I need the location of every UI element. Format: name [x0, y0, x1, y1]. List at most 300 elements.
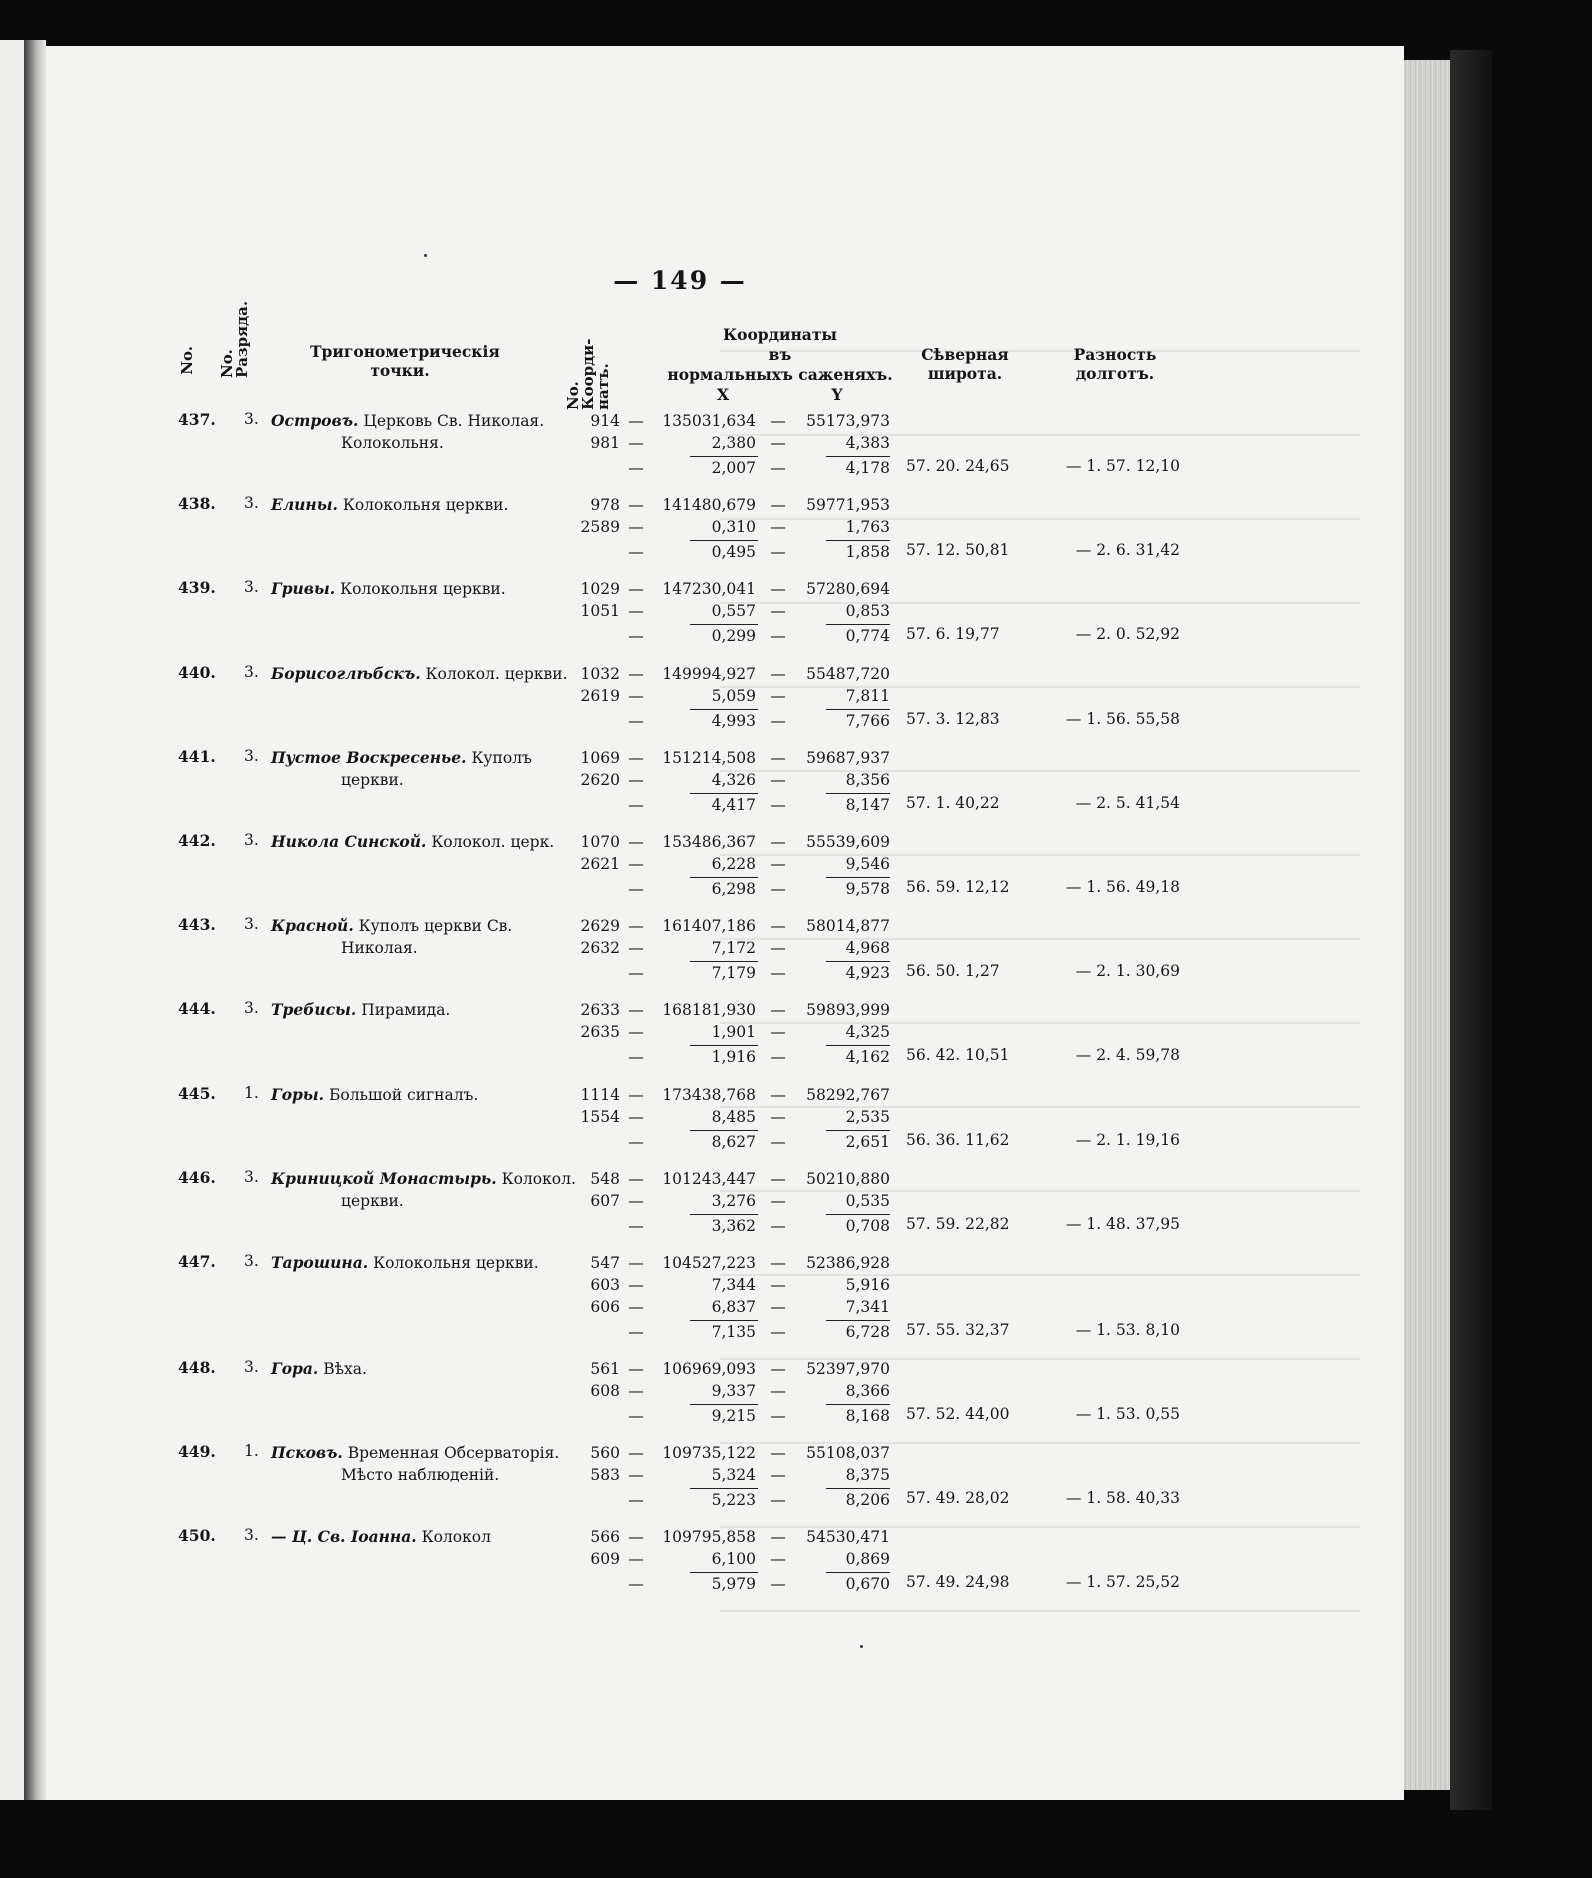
dash: — [770, 496, 786, 515]
point-desc: Колокол [421, 1528, 491, 1547]
dash: — [628, 879, 644, 898]
longitude-diff: — 2. 0. 52,92 [1075, 625, 1180, 644]
coord-number: 566 [590, 1528, 620, 1547]
latitude: 57. 3. 12,83 [906, 709, 1000, 728]
dash: — [628, 1048, 644, 1067]
x-coordinate: 8,627 [711, 1132, 756, 1151]
x-coordinate: 0,557 [711, 602, 756, 621]
x-coordinate: 153486,367 [662, 832, 756, 851]
sum-rule-y [826, 1572, 890, 1573]
x-coordinate: 7,172 [711, 939, 756, 958]
y-coordinate: 4,923 [845, 964, 890, 983]
point-name [271, 1526, 571, 1570]
x-coordinate: 109735,122 [662, 1444, 756, 1463]
table-row [0, 1168, 1200, 1252]
point-name [271, 1358, 571, 1402]
dash: — [628, 1085, 644, 1104]
y-coordinate: 0,853 [845, 602, 890, 621]
x-coordinate: 6,837 [711, 1297, 756, 1316]
header-coords-1: Координаты [723, 325, 837, 344]
place-name: Борисоглѣбскъ. [271, 663, 421, 683]
x-coordinate: 168181,930 [662, 1001, 756, 1020]
point-desc: Большой сигналъ. [328, 1085, 479, 1104]
point-class: 3. [244, 1526, 259, 1545]
dash: — [628, 1444, 644, 1463]
dash: — [628, 518, 644, 537]
place-name: Требисы. [271, 1000, 357, 1020]
coord-number: 914 [590, 412, 620, 430]
coord-number: 548 [590, 1169, 620, 1188]
dash: — [770, 1297, 786, 1316]
table-row [0, 1526, 1200, 1610]
dash: — [628, 1023, 644, 1042]
x-coordinate: 2,380 [711, 434, 756, 452]
sum-rule-x [690, 1404, 758, 1405]
sum-rule-y [826, 793, 890, 794]
sum-rule-x [690, 877, 758, 878]
dash: — [770, 832, 786, 851]
y-coordinate: 0,670 [845, 1575, 890, 1594]
coord-number: 2632 [580, 939, 620, 958]
coord-number: 606 [590, 1297, 620, 1316]
dash: — [628, 459, 644, 477]
table-row [0, 578, 1200, 662]
y-coordinate: 54530,471 [806, 1528, 890, 1547]
dash: — [770, 879, 786, 898]
y-coordinate: 59687,937 [806, 748, 890, 767]
latitude: 57. 52. 44,00 [906, 1404, 1010, 1423]
point-class: 3. [244, 1251, 259, 1270]
y-coordinate: 55108,037 [806, 1444, 890, 1463]
point-desc-2 [271, 1108, 341, 1126]
point-class: 3. [244, 494, 259, 513]
dash: — [770, 1085, 786, 1104]
point-desc-2 [271, 1382, 341, 1400]
dash: — [770, 1444, 786, 1463]
sum-rule-x [690, 793, 758, 794]
point-name [271, 915, 571, 959]
point-desc-2 [271, 1276, 341, 1294]
point-desc: Пирамида. [361, 1001, 451, 1020]
point-desc-2: церкви. [341, 1191, 404, 1210]
x-coordinate: 9,337 [711, 1381, 756, 1400]
y-coordinate: 8,375 [845, 1466, 890, 1485]
ink-speck [860, 1645, 863, 1648]
coord-number: 561 [590, 1359, 620, 1378]
point-desc-2 [271, 1023, 341, 1041]
dash: — [628, 1406, 644, 1425]
y-coordinate: 52386,928 [806, 1253, 890, 1272]
longitude-diff: — 2. 6. 31,42 [1075, 541, 1180, 560]
y-coordinate: 5,916 [845, 1275, 890, 1294]
longitude-diff: — 1. 58. 40,33 [1065, 1489, 1180, 1508]
x-coordinate: 149994,927 [662, 664, 756, 683]
dash: — [770, 711, 786, 730]
sum-rule-y [826, 1045, 890, 1046]
header-coord-no: No. Коорди- натъ. [564, 338, 612, 410]
point-number: 442. [178, 830, 216, 850]
table-row [0, 831, 1200, 915]
y-coordinate: 4,162 [845, 1048, 890, 1067]
y-coordinate: 59893,999 [806, 1001, 890, 1020]
dash: — [770, 1001, 786, 1020]
latitude: 56. 42. 10,51 [906, 1046, 1010, 1065]
dash: — [770, 1406, 786, 1425]
y-coordinate: 8,366 [845, 1381, 890, 1400]
x-coordinate: 109795,858 [662, 1528, 756, 1547]
coord-number: 1070 [580, 832, 620, 851]
dash: — [628, 1381, 644, 1400]
place-name: Никола Синской. [271, 831, 427, 851]
coord-number: 547 [590, 1253, 620, 1272]
dash: — [628, 602, 644, 621]
point-name [271, 747, 571, 791]
x-coordinate: 161407,186 [662, 917, 756, 936]
point-number: 444. [178, 999, 216, 1019]
y-coordinate: 9,578 [845, 879, 890, 898]
y-coordinate: 52397,970 [806, 1359, 890, 1378]
point-desc: Колокольня церкви. [373, 1253, 539, 1272]
dash: — [628, 627, 644, 646]
y-coordinate: 2,651 [845, 1132, 890, 1151]
x-coordinate: 0,310 [711, 518, 756, 537]
dash: — [770, 770, 786, 789]
x-coordinate: 1,901 [711, 1023, 756, 1042]
dash: — [628, 917, 644, 936]
y-coordinate: 4,968 [845, 939, 890, 958]
coord-number: 2620 [580, 770, 620, 789]
x-coordinate: 0,299 [711, 627, 756, 646]
point-desc: Куполъ [471, 748, 532, 767]
y-coordinate: 7,766 [845, 711, 890, 730]
x-coordinate: 7,344 [711, 1275, 756, 1294]
dash: — [770, 1132, 786, 1151]
longitude-diff: — 1. 56. 49,18 [1065, 877, 1180, 896]
y-coordinate: 0,869 [845, 1550, 890, 1569]
point-desc: Колокол. церкви. [425, 664, 568, 683]
dash: — [770, 1216, 786, 1235]
book-cover [1450, 50, 1492, 1810]
y-coordinate: 6,728 [845, 1322, 890, 1341]
dash: — [628, 1132, 644, 1151]
sum-rule-x [690, 540, 758, 541]
point-number: 443. [178, 915, 216, 935]
dash: — [770, 459, 786, 477]
table-row [0, 999, 1200, 1083]
longitude-diff: — 1. 53. 8,10 [1075, 1320, 1180, 1339]
point-name [271, 1084, 571, 1128]
point-class: 3. [244, 1357, 259, 1376]
point-desc-2: церкви. [341, 770, 404, 789]
point-class: 1. [244, 1442, 259, 1461]
x-coordinate: 104527,223 [662, 1253, 756, 1272]
dash: — [770, 1048, 786, 1067]
dash: — [628, 939, 644, 958]
x-coordinate: 135031,634 [662, 412, 756, 430]
dash: — [770, 1528, 786, 1547]
y-coordinate: 8,356 [845, 770, 890, 789]
y-coordinate: 4,325 [845, 1023, 890, 1042]
latitude: 57. 49. 24,98 [906, 1573, 1010, 1592]
coord-number: 583 [590, 1466, 620, 1485]
sum-rule-y [826, 624, 890, 625]
dash: — [628, 795, 644, 814]
sum-rule-y [826, 1130, 890, 1131]
dash: — [770, 518, 786, 537]
x-coordinate: 7,179 [711, 964, 756, 983]
point-class: 3. [244, 830, 259, 849]
point-desc: Куполъ церкви Св. [358, 917, 513, 936]
dash: — [628, 1169, 644, 1188]
point-class: 3. [244, 746, 259, 765]
dash: — [628, 1216, 644, 1235]
point-name [271, 1442, 571, 1486]
latitude: 57. 6. 19,77 [906, 625, 1000, 644]
table-row [0, 494, 1200, 578]
y-coordinate: 7,341 [845, 1297, 890, 1316]
dash: — [770, 412, 786, 430]
y-coordinate: 0,774 [845, 627, 890, 646]
dash: — [628, 711, 644, 730]
sum-rule-y [826, 1214, 890, 1215]
dash: — [770, 1381, 786, 1400]
header-coords-3: нормальныхъ саженяхъ. [667, 365, 893, 384]
point-number: 448. [178, 1357, 216, 1377]
x-coordinate: 8,485 [711, 1107, 756, 1126]
x-coordinate: 6,298 [711, 879, 756, 898]
point-desc: Колокол. церк. [431, 832, 555, 851]
dash: — [770, 1359, 786, 1378]
dash: — [628, 1107, 644, 1126]
table-row [0, 915, 1200, 999]
dash: — [770, 1575, 786, 1594]
dash: — [628, 496, 644, 515]
x-coordinate: 6,228 [711, 854, 756, 873]
dash: — [770, 1023, 786, 1042]
y-coordinate: 59771,953 [806, 496, 890, 515]
dash: — [770, 1322, 786, 1341]
y-coordinate: 8,206 [845, 1491, 890, 1510]
sum-rule-y [826, 456, 890, 457]
latitude: 56. 50. 1,27 [906, 962, 1000, 981]
dash: — [770, 748, 786, 767]
dash: — [628, 686, 644, 705]
point-name [271, 410, 571, 454]
y-coordinate: 9,546 [845, 854, 890, 873]
sum-rule-x [690, 456, 758, 457]
x-coordinate: 3,276 [711, 1191, 756, 1210]
y-coordinate: 55173,973 [806, 412, 890, 430]
point-number: 441. [178, 746, 216, 766]
place-name: Гривы. [271, 579, 336, 599]
point-name [271, 1252, 571, 1296]
header-latitude: Сѣверная широта. [921, 345, 1009, 383]
coord-number: 981 [590, 434, 620, 452]
sum-rule-y [826, 540, 890, 541]
dash: — [770, 664, 786, 683]
longitude-diff: — 2. 1. 30,69 [1075, 962, 1180, 981]
longitude-diff: — 1. 56. 55,58 [1065, 709, 1180, 728]
dash: — [628, 1191, 644, 1210]
sum-rule-y [826, 1320, 890, 1321]
point-number: 450. [178, 1526, 216, 1546]
point-number: 447. [178, 1251, 216, 1271]
dash: — [628, 1297, 644, 1316]
y-coordinate: 57280,694 [806, 580, 890, 599]
point-desc-2: Колокольня. [341, 434, 444, 452]
point-name [271, 663, 571, 707]
y-coordinate: 58292,767 [806, 1085, 890, 1104]
point-number: 445. [178, 1083, 216, 1103]
latitude: 57. 55. 32,37 [906, 1320, 1010, 1339]
coord-number: 1554 [580, 1107, 620, 1126]
dash: — [770, 1275, 786, 1294]
dash: — [628, 1253, 644, 1272]
coord-number: 1114 [580, 1085, 620, 1104]
y-coordinate: 58014,877 [806, 917, 890, 936]
dash: — [628, 1275, 644, 1294]
dash: — [770, 1550, 786, 1569]
dash: — [628, 543, 644, 562]
dash: — [770, 1169, 786, 1188]
x-coordinate: 5,059 [711, 686, 756, 705]
place-name: Островъ. [271, 411, 359, 430]
sum-rule-x [690, 1045, 758, 1046]
x-coordinate: 151214,508 [662, 748, 756, 767]
point-number: 438. [178, 494, 216, 514]
point-name [271, 1168, 576, 1212]
coord-number: 2621 [580, 854, 620, 873]
sum-rule-y [826, 1404, 890, 1405]
dash: — [770, 434, 786, 452]
dash: — [770, 1107, 786, 1126]
sum-rule-x [690, 1214, 758, 1215]
point-name [271, 999, 571, 1043]
sum-rule-y [826, 961, 890, 962]
x-coordinate: 9,215 [711, 1406, 756, 1425]
longitude-diff: — 2. 4. 59,78 [1075, 1046, 1180, 1065]
ink-speck [424, 254, 427, 257]
coord-number: 608 [590, 1381, 620, 1400]
point-number: 440. [178, 662, 216, 682]
table-row [0, 410, 1200, 494]
latitude: 57. 1. 40,22 [906, 793, 1000, 812]
point-desc-2 [271, 1550, 341, 1568]
latitude: 56. 36. 11,62 [906, 1130, 1010, 1149]
point-desc-2: Николая. [341, 939, 418, 958]
place-name: Пустое Воскресенье. [271, 747, 467, 767]
dash: — [770, 627, 786, 646]
table-row [0, 747, 1200, 831]
header-x: X [716, 385, 730, 404]
longitude-diff: — 1. 48. 37,95 [1065, 1214, 1180, 1233]
x-coordinate: 4,993 [711, 711, 756, 730]
x-coordinate: 101243,447 [662, 1169, 756, 1188]
place-name: Горы. [271, 1084, 325, 1104]
dash: — [770, 1191, 786, 1210]
dash: — [628, 1550, 644, 1569]
x-coordinate: 5,324 [711, 1466, 756, 1485]
point-desc-2 [271, 687, 341, 705]
page-number: — 149 — [613, 266, 747, 295]
dash: — [628, 832, 644, 851]
x-coordinate: 1,916 [711, 1048, 756, 1067]
dash: — [628, 580, 644, 599]
point-desc: Церковь Св. Николая. [363, 412, 545, 430]
sum-rule-y [826, 877, 890, 878]
x-coordinate: 7,135 [711, 1322, 756, 1341]
dash: — [628, 1359, 644, 1378]
point-class: 3. [244, 578, 259, 597]
table-row [0, 1084, 1200, 1168]
dash: — [770, 543, 786, 562]
longitude-diff: — 1. 53. 0,55 [1075, 1404, 1180, 1423]
point-class: 3. [244, 1167, 259, 1186]
point-desc: Вѣха. [323, 1359, 367, 1378]
dash: — [770, 795, 786, 814]
coord-number: 1029 [580, 580, 620, 599]
longitude-diff: — 1. 57. 12,10 [1065, 457, 1180, 475]
coord-number: 2589 [580, 518, 620, 537]
longitude-diff: — 1. 57. 25,52 [1065, 1573, 1180, 1592]
latitude: 57. 20. 24,65 [906, 457, 1010, 475]
x-coordinate: 6,100 [711, 1550, 756, 1569]
y-coordinate: 55487,720 [806, 664, 890, 683]
point-class: 3. [244, 999, 259, 1018]
y-coordinate: 55539,609 [806, 832, 890, 851]
point-class: 3. [244, 915, 259, 934]
x-coordinate: 141480,679 [662, 496, 756, 515]
dash: — [770, 580, 786, 599]
point-class: 3. [244, 410, 259, 428]
coord-number: 603 [590, 1275, 620, 1294]
coord-number: 1032 [580, 664, 620, 683]
sum-rule-x [690, 961, 758, 962]
latitude: 57. 12. 50,81 [906, 541, 1010, 560]
sum-rule-y [826, 709, 890, 710]
point-name [271, 831, 571, 875]
dash: — [770, 917, 786, 936]
place-name: Псковъ. [271, 1443, 343, 1463]
point-number: 446. [178, 1167, 216, 1187]
dash: — [628, 964, 644, 983]
table-row [0, 1358, 1200, 1442]
dash: — [628, 1466, 644, 1485]
y-coordinate: 1,858 [845, 543, 890, 562]
dash: — [770, 1466, 786, 1485]
y-coordinate: 4,383 [845, 434, 890, 452]
header-coords-2: въ [768, 345, 792, 364]
x-coordinate: 5,979 [711, 1575, 756, 1594]
y-coordinate: 7,811 [845, 686, 890, 705]
table-row [0, 1252, 1200, 1358]
place-name: Тарошина. [271, 1252, 369, 1272]
dash: — [628, 1491, 644, 1510]
coord-number: 560 [590, 1444, 620, 1463]
x-coordinate: 106969,093 [662, 1359, 756, 1378]
dash: — [628, 664, 644, 683]
dash: — [628, 412, 644, 430]
x-coordinate: 4,417 [711, 795, 756, 814]
dash: — [628, 854, 644, 873]
dash: — [628, 770, 644, 789]
latitude: 56. 59. 12,12 [906, 877, 1010, 896]
y-coordinate: 4,178 [845, 459, 890, 477]
coord-number: 1051 [580, 602, 620, 621]
x-coordinate: 2,007 [711, 459, 756, 477]
coord-number: 2633 [580, 1001, 620, 1020]
sum-rule-x [690, 624, 758, 625]
